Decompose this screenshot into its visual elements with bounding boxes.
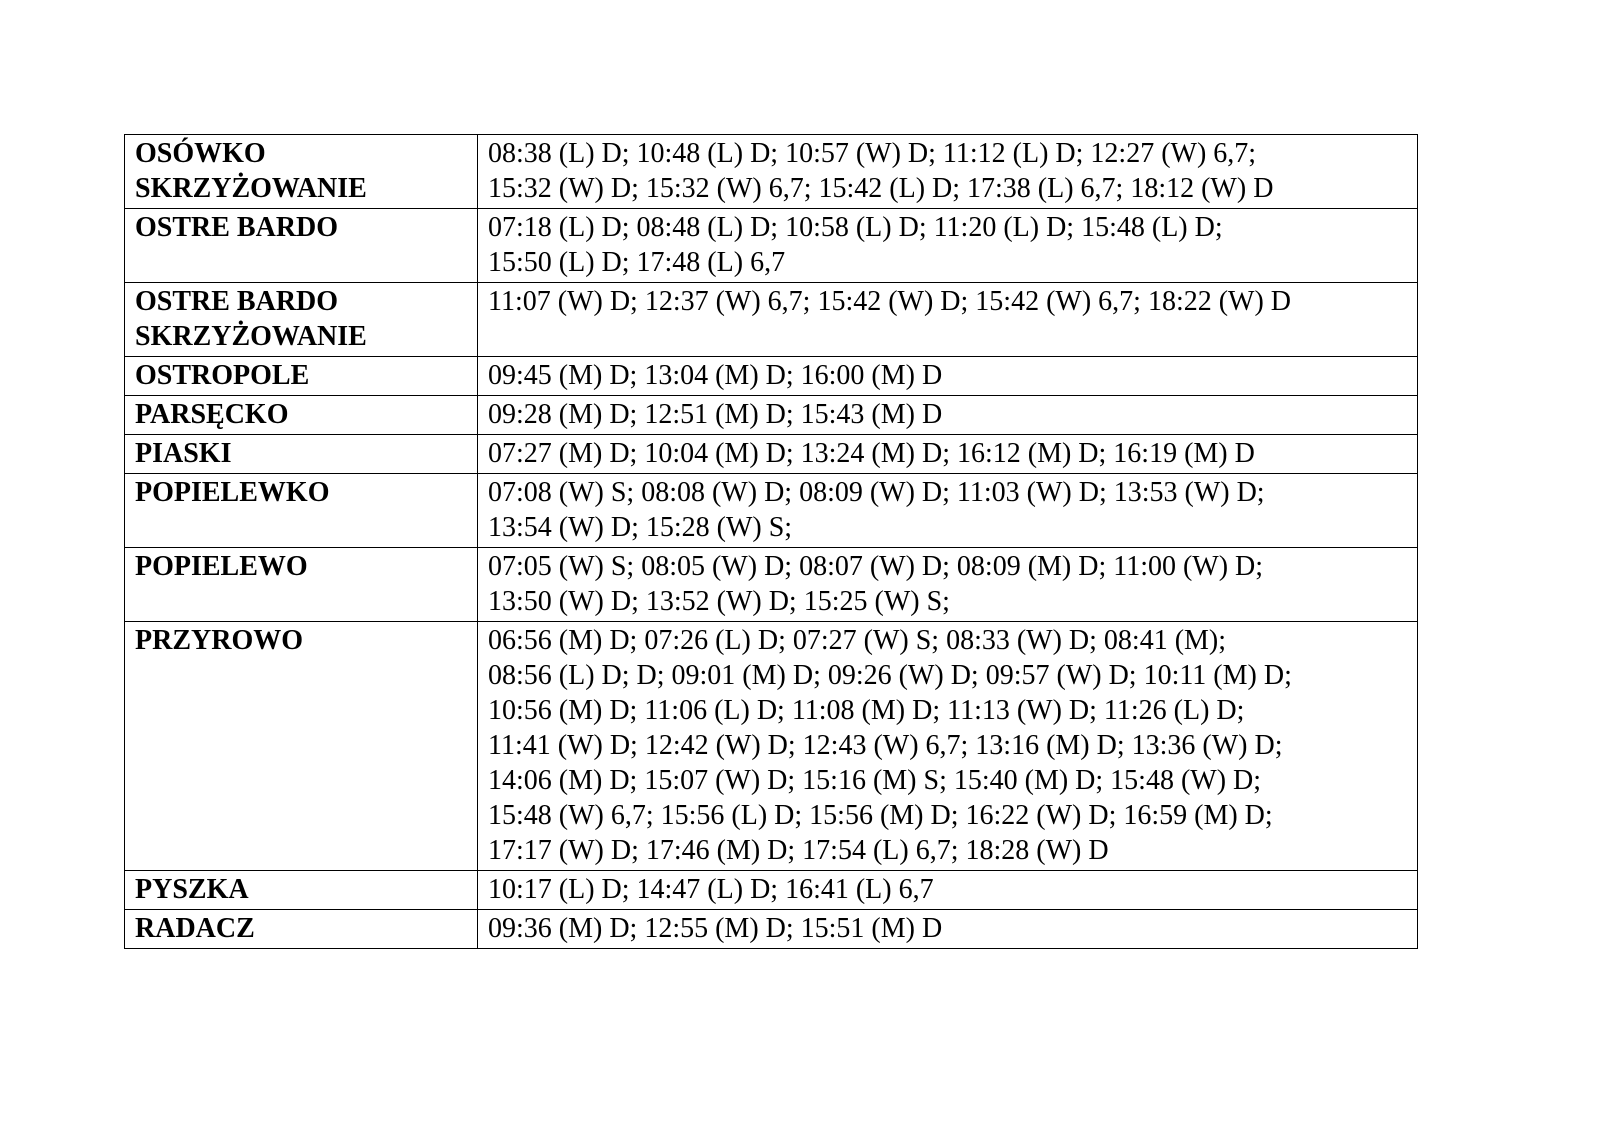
stop-name-cell: POPIELEWKO <box>125 474 478 548</box>
table-row <box>125 396 1418 435</box>
departure-times-cell: 07:08 (W) S; 08:08 (W) D; 08:09 (W) D; 11:03 (W) D; 13:53 (W) D; 13:54 (W) D; 15:28 (W) S; <box>478 474 1418 548</box>
stop-name-cell: OSTROPOLE <box>125 357 478 396</box>
departure-times-cell: 09:45 (M) D; 13:04 (M) D; 16:00 (M) D <box>478 357 1418 396</box>
table-row <box>125 283 1418 357</box>
table-row <box>125 357 1418 396</box>
table-row <box>125 871 1418 910</box>
table-row <box>125 135 1418 209</box>
departure-times-cell: 09:28 (M) D; 12:51 (M) D; 15:43 (M) D <box>478 396 1418 435</box>
stop-name-cell: PIASKI <box>125 435 478 474</box>
stop-name-cell: PRZYROWO <box>125 622 478 871</box>
bus-schedule-table <box>124 134 1418 949</box>
table-row <box>125 209 1418 283</box>
stop-name-cell: POPIELEWO <box>125 548 478 622</box>
stop-name-cell: OSTRE BARDO <box>125 209 478 283</box>
stop-name-cell: PARSĘCKO <box>125 396 478 435</box>
stop-name-cell: RADACZ <box>125 910 478 949</box>
departure-times-cell: 07:27 (M) D; 10:04 (M) D; 13:24 (M) D; 16:12 (M) D; 16:19 (M) D <box>478 435 1418 474</box>
table-row <box>125 548 1418 622</box>
departure-times-cell: 08:38 (L) D; 10:48 (L) D; 10:57 (W) D; 11:12 (L) D; 12:27 (W) 6,7; 15:32 (W) D; 15:32 (W) 6,7; 15:42 (L) D; 17:38 (L) 6,7; 18:12 (W) D <box>478 135 1418 209</box>
departure-times-cell: 06:56 (M) D; 07:26 (L) D; 07:27 (W) S; 08:33 (W) D; 08:41 (M); 08:56 (L) D; D; 09:01 (M) D; 09:26 (W) D; 09:57 (W) D; 10:11 (M) D; 10:56 (M) D; 11:06 (L) D; 11:08 (M) D; 11:13 (W) D; 11:26 (L) D; 11:41 (W) D; 12:42 (W) D; 12:43 (W) 6,7; 13:16 (M) D; 13:36 (W) D; 14:06 (M) D; 15:07 (W) D; 15:16 (M) S; 15:40 (M) D; 15:48 (W) D; 15:48 (W) 6,7; 15:56 (L) D; 15:56 (M) D; 16:22 (W) D; 16:59 (M) D; 17:17 (W) D; 17:46 (M) D; 17:54 (L) 6,7; 18:28 (W) D <box>478 622 1418 871</box>
table-row <box>125 622 1418 871</box>
departure-times-cell: 10:17 (L) D; 14:47 (L) D; 16:41 (L) 6,7 <box>478 871 1418 910</box>
departure-times-cell: 07:05 (W) S; 08:05 (W) D; 08:07 (W) D; 08:09 (M) D; 11:00 (W) D; 13:50 (W) D; 13:52 (W) D; 15:25 (W) S; <box>478 548 1418 622</box>
table-row <box>125 474 1418 548</box>
table-row <box>125 435 1418 474</box>
stop-name-cell: OSÓWKO SKRZYŻOWANIE <box>125 135 478 209</box>
departure-times-cell: 07:18 (L) D; 08:48 (L) D; 10:58 (L) D; 11:20 (L) D; 15:48 (L) D; 15:50 (L) D; 17:48 (L) 6,7 <box>478 209 1418 283</box>
departure-times-cell: 09:36 (M) D; 12:55 (M) D; 15:51 (M) D <box>478 910 1418 949</box>
table-row <box>125 910 1418 949</box>
departure-times-cell: 11:07 (W) D; 12:37 (W) 6,7; 15:42 (W) D; 15:42 (W) 6,7; 18:22 (W) D <box>478 283 1418 357</box>
stop-name-cell: OSTRE BARDO SKRZYŻOWANIE <box>125 283 478 357</box>
stop-name-cell: PYSZKA <box>125 871 478 910</box>
